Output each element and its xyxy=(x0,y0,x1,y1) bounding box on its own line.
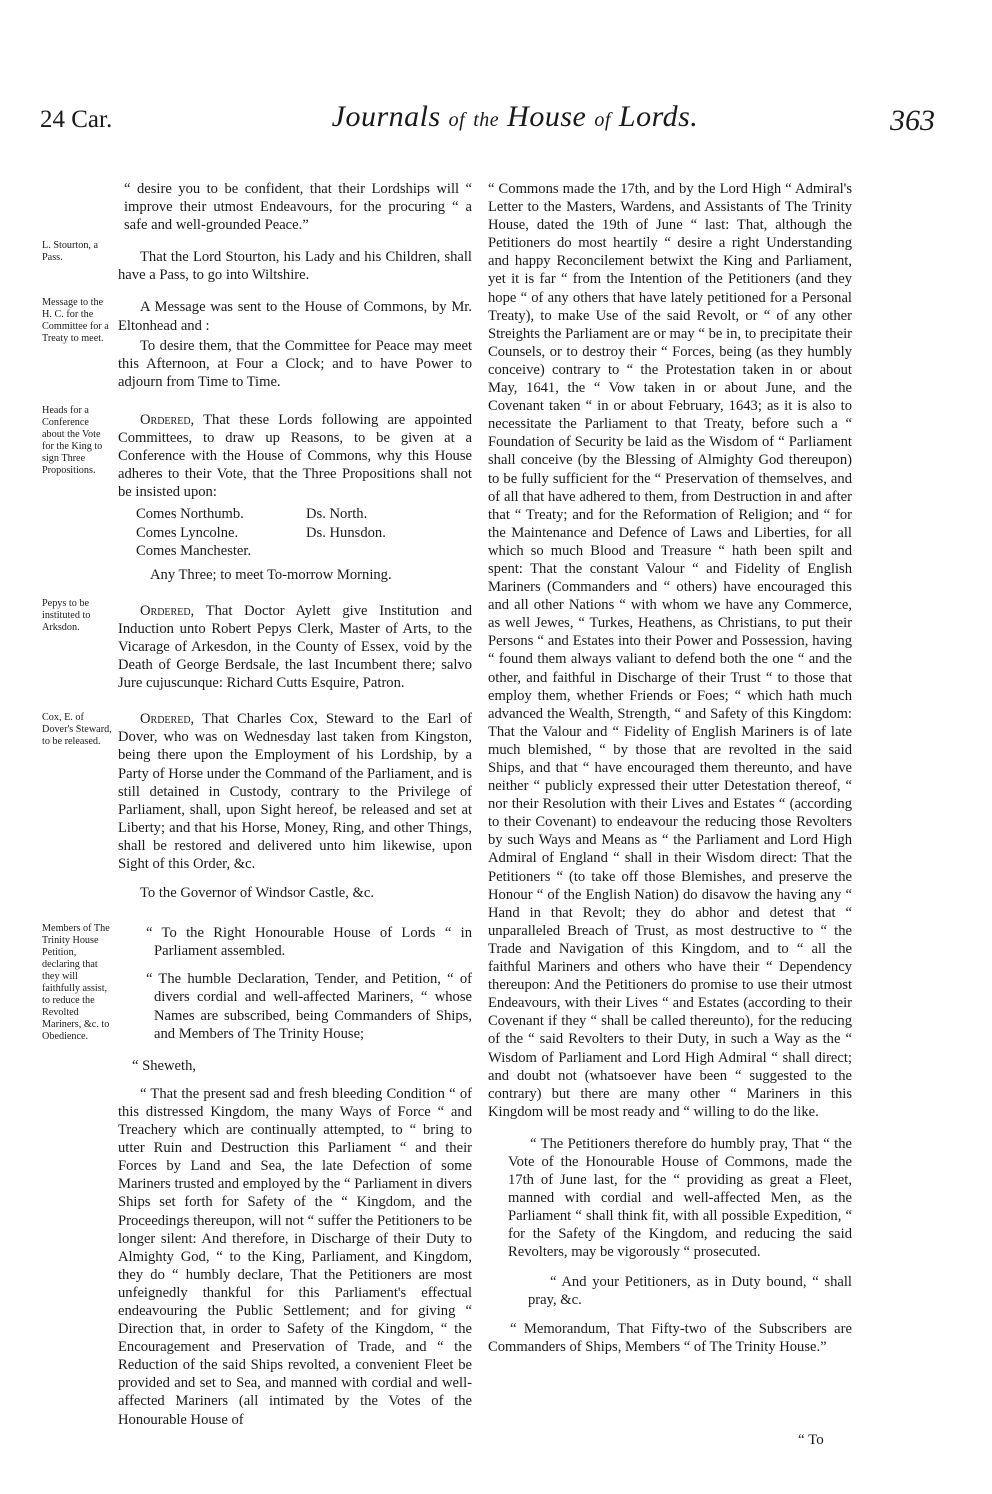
memorandum: “ Memorandum, That Fifty-two of the Subscribers are Commanders of Ships, Members “ of The Trinity House.” xyxy=(488,1320,852,1355)
petition-body-left: “ That the present sad and fresh bleeding Condition “ of this distressed Kingdom, the many Ways of Force “ and Treachery which are continually attempted, to “ bring to utter Ruin and Destruction this Parliament “ and their Forces by Land and Sea, the late Defection of some Mariners trusted and employed by the “ Parliament in divers Ships set forth for Safety of the “ Kingdom, and the Proceedings thereupon, will not “ suffer the Petitioners to be longer silent: And therefore, in Discharge of their Duty to Almighty God, “ to the King, Parliament, and Kingdom, they do “ humbly declare, That the Petitioners are most unfeignedly thankful for this Parliament's effectual endeavouring the Public Settlement; and for giving “ Direction that, in order to Safety of the Kingdom, “ the Encouragement and Preservation of Trade, and “ the Reduction of the said Ships revolted, a convenient Fleet be provided and set to Sea, and manned with cordial and well-affected Mariners (all intimated by the Votes of the Honourable House of xyxy=(118,1085,472,1428)
margin-note-stourton: L. Stourton, a Pass. xyxy=(42,240,99,263)
margin-note-cox: Cox, E. of Dover's Steward, to be released. xyxy=(42,712,112,747)
ordered-pepys-text: That Doctor Aylett give Institution and Induction unto Robert Pepys Clerk, Master of Arts, to the Vicarage of Arkesdon, in the County of Essex, void by the Death of George Berdsale, the last Incumbent there; salvo Jure cujuscunque: Richard Cutts Esquire, Patron. xyxy=(118,602,472,692)
paragraph-windsor: To the Governor of Windsor Castle, &c. xyxy=(140,885,375,902)
lord-name: Comes Manchester. xyxy=(136,542,252,559)
margin-note-message: Message to the H. C. for the Committee for a Treaty to meet. xyxy=(42,297,109,344)
paragraph-ordered-committees xyxy=(118,411,472,501)
title-word-journals: Journals xyxy=(331,100,441,133)
petition-title: “ The humble Declaration, Tender, and Petition, “ of divers cordial and well-affected Mariners, “ whose Names are subscribed, being Commanders of Ships, and Members of The Trinity House; xyxy=(146,971,472,1042)
title-word-of-2: of xyxy=(594,109,611,131)
title-word-house: House xyxy=(507,100,587,133)
petition-sheweth: “ Sheweth, xyxy=(132,1057,197,1074)
lord-name: Comes Lyncolne. xyxy=(136,524,239,541)
paragraph-message: A Message was sent to the House of Commons, by Mr. Eltonhead and : xyxy=(118,299,472,334)
ordered-cox-text: That Charles Cox, Steward to the Earl of Dover, who was on Wednesday last taken from Kingston, being there upon the Employment of his Lordship, by a Party of Horse under the Command of the Parliament, and is still detained in Custody, contrary to the Privilege of Parliament, shall, upon Sight hereof, be released and set at Liberty; and that his Horse, Money, Ring, and other Things, shall be restored and delivered unto him likewise, upon Sight of this Order, &c. xyxy=(118,711,472,872)
right-column xyxy=(488,180,852,1367)
title-word-the: the xyxy=(473,109,500,131)
title-word-lords: Lords. xyxy=(618,100,699,133)
ordered-lead: Ordered, xyxy=(140,411,195,428)
page-number: 363 xyxy=(890,104,935,137)
page-header xyxy=(0,96,992,156)
petition-address: “ To the Right Honourable House of Lords “ in Parliament assembled. xyxy=(146,925,472,960)
title-word-of-1: of xyxy=(448,109,466,131)
ordered-committees-text: That these Lords following are appointed Committees, to draw up Reasons, to be given at a Conference with the House of Commons, why this House adheres to their Vote, that the Three Propositions shall not be insisted upon: xyxy=(118,411,472,501)
regnal-year: 24 Car. xyxy=(40,106,113,133)
ordered-lead: Ordered, xyxy=(140,711,195,728)
lords-row xyxy=(136,505,472,523)
paragraph-stourton-pass: That the Lord Stourton, his Lady and his Children, shall have a Pass, to go into Wiltshire. xyxy=(118,249,472,284)
margin-note-pepys: Pepys to be instituted to Arksdon. xyxy=(42,598,91,633)
margin-note-conference: Heads for a Conference about the Vote for the King to sign Three Propositions. xyxy=(42,405,103,476)
left-column xyxy=(118,180,472,1440)
paragraph-committee-peace: To desire them, that the Committee for Peace may meet this Afternoon, at Four a Clock; and to have Power to adjourn from Time to Time. xyxy=(118,337,472,390)
petition-body-right: “ Commons made the 17th, and by the Lord High “ Admiral's Letter to the Masters, Wardens, and Assistants of The Trinity House, dated the 19th of June “ last: That, although the Petitioners do most heartily “ desire a right Understanding and happy Reconcilement betwixt the King and Parliament, yet it is far “ from the Intention of the Petitioners (and they hope “ of any others that have lately petitioned for a Personal Treaty), to make Use of the said Revolt, or “ of any other Streights the Parliament are or may “ be in, to precipitate their Counsels, or to destroy their “ Forces, being (as they humbly conceive) contrary to “ the Protestation taken in or about May, 1641, the “ Vow taken in or about June, and the Covenant taken “ in or about February, 1643; as it is also to necessitate the Parliament to that Treaty, before such a “ Foundation of Security be laid as the Wisdom of “ Parliament shall conceive (by the Blessing of Almighty God thereupon) to be fully sufficient for the “ Preservation of themselves, and of all that have adhered to them, from Destruction in and after that “ Treaty; and for the Reformation of Religion; and “ for the Maintenance and Defence of Laws and Liberties, for all which so much Blood and Treasure “ hath been spilt and spent: That the constant Valour “ and Fidelity of English Mariners (Commanders and “ others) have encouraged this and all other Nations “ with whom we have any Commerce, as well Jewes, “ Turkes, Heathens, as Christians, to put their Persons “ and Estates into their Power and Possession, having “ found them always valiant to defend both the one “ and the other, and faithful in Discharge of their Trust “ to those that employ them, whether Friends or Foes; “ which hath much advanced the Wealth, Strength, “ and Safety of this Kingdom: That the Valour and “ Fidelity of English Mariners is of late much blemished, “ by those that are revolted in the said Ships, and that “ have encouraged them thereunto, and have neither “ publicly expressed their utter Detestation thereof, “ nor their Resolution with their Lives and Estates “ (according to their Covenant) to endeavour the reducing those Revolters by such Ways and Means as “ the Parliament and Lord High Admiral of England “ shall in their Wisdom direct: That the Petitioners “ (to take off those Blemishes, and preserve the Honour “ of the English Nation) do disavow the having any “ Hand in that Revolt; they do abhor and detest that “ unparalleled Breach of Trust, as most destructive to “ the Trade and Navigation of this Kingdom, and to “ all the faithful Mariners and others who have their “ Dependency thereupon: And the Petitioners do promise to use their utmost Endeavours, with their Lives “ and Estates (according to their Covenant if they “ shall be called thereunto), for the reducing of the “ said Revolters to their Duty, in such a Way as the “ Wisdom of Parliament and Lord High Admiral “ shall direct; and doubt not (whatsoever have been “ suggested to the contrary) but there are many other “ Mariners in this Kingdom will be most ready and “ willing to do the like. xyxy=(488,181,852,1120)
running-title xyxy=(280,100,750,134)
paragraph-any-three: Any Three; to meet To-morrow Morning. xyxy=(150,566,392,583)
ordered-lead: Ordered, xyxy=(140,602,195,619)
lord-name: Comes Northumb. xyxy=(136,506,244,523)
petition-prayer: “ The Petitioners therefore do humbly pray, That “ the Vote of the Honourable House of Commons, made the 17th of June last, for the “ providing as great a Fleet, manned with cordial and well-affected Men, as the Parliament “ shall think fit, with all possible Expedition, “ for the Safety of the Kingdom, and reducing the said Revolters, may be vigorously “ prosecuted. xyxy=(508,1135,852,1261)
lords-row xyxy=(136,524,472,542)
paragraph-ordered-pepys xyxy=(118,602,472,692)
catchword: “ To xyxy=(798,1432,824,1448)
paragraph-peace: “ desire you to be confident, that their Lordships will “ improve their utmost Endeavours, for the procuring “ a safe and well-grounded Peace.” xyxy=(124,181,472,234)
lords-committee-list xyxy=(136,505,472,559)
margin-note-trinity-house: Members of The Trinity House Petition, declaring that they will faithfully assist, to reduce the Revolted Mariners, &c. to Obedience. xyxy=(42,923,110,1042)
lords-row xyxy=(136,542,472,560)
lord-name: Ds. North. xyxy=(306,506,368,523)
paragraph-ordered-cox xyxy=(118,710,472,873)
lord-name: Ds. Hunsdon. xyxy=(306,524,386,541)
petition-closing: “ And your Petitioners, as in Duty bound, “ shall pray, &c. xyxy=(528,1273,852,1308)
